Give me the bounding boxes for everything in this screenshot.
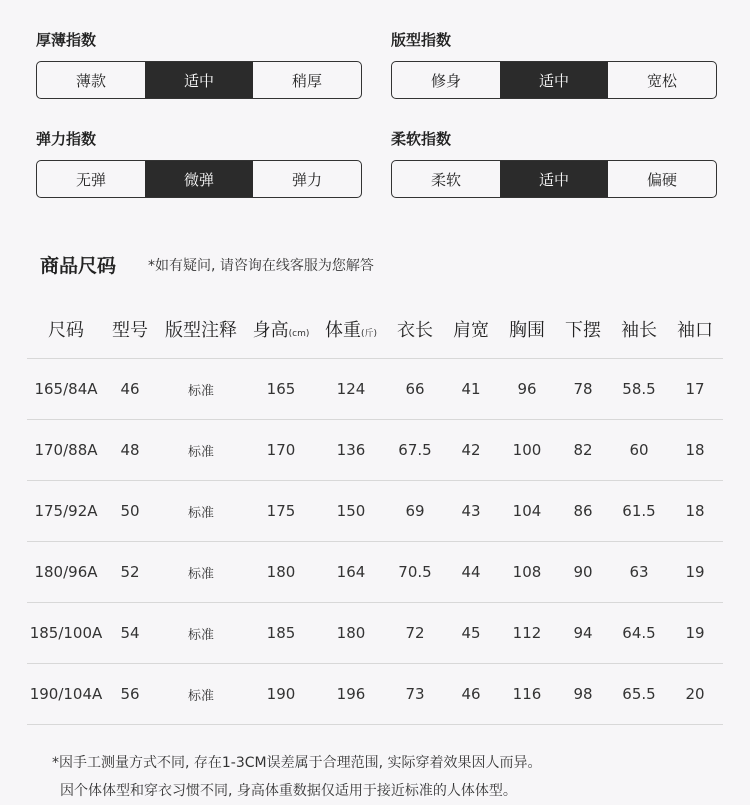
cell-shoulder: 45 [461, 624, 481, 642]
fit-option-loose[interactable]: 宽松 [646, 71, 677, 90]
cell-hem: 82 [573, 441, 593, 459]
cell-length: 67.5 [398, 441, 432, 459]
cell-model: 48 [120, 441, 140, 459]
header-weight-unit: (斤) [360, 329, 378, 339]
cell-chest: 100 [512, 441, 542, 459]
header-size: 尺码 [48, 320, 84, 341]
cell-chest: 108 [512, 563, 542, 581]
cell-chest: 96 [517, 380, 537, 398]
cell-hem: 94 [573, 624, 593, 642]
cell-fit-note: 标准 [187, 505, 214, 521]
header-length: 衣长 [397, 320, 433, 341]
thickness-index-selector [36, 61, 362, 99]
header-chest: 胸围 [509, 320, 545, 341]
cell-hem: 98 [573, 685, 593, 703]
cell-cuff: 18 [685, 441, 705, 459]
cell-fit-note: 标准 [187, 688, 214, 704]
cell-chest: 104 [512, 502, 542, 520]
cell-hem: 86 [573, 502, 593, 520]
cell-fit-note: 标准 [187, 383, 214, 399]
cell-fit-note: 标准 [187, 566, 214, 582]
cell-sleeve-length: 65.5 [622, 685, 656, 703]
cell-model: 56 [120, 685, 140, 703]
size-section-title: 商品尺码 [40, 255, 117, 277]
cell-height: 185 [266, 624, 296, 642]
table-row [27, 664, 723, 725]
cell-shoulder: 46 [461, 685, 481, 703]
header-shoulder: 肩宽 [453, 320, 489, 341]
table-row [27, 542, 723, 603]
cell-sleeve-length: 60 [629, 441, 649, 459]
thickness-option-medium[interactable]: 适中 [145, 62, 253, 98]
header-height: 身高(cm) [252, 320, 310, 341]
cell-cuff: 19 [685, 563, 705, 581]
softness-option-medium[interactable]: 适中 [500, 161, 608, 197]
header-fit-note: 版型注释 [165, 320, 237, 341]
cell-model: 50 [120, 502, 140, 520]
cell-length: 70.5 [398, 563, 432, 581]
cell-length: 66 [405, 380, 425, 398]
cell-length: 73 [405, 685, 425, 703]
cell-chest: 116 [512, 685, 542, 703]
cell-chest: 112 [512, 624, 542, 642]
cell-size: 170/88A [34, 441, 98, 459]
footnote-line-2: 因个体体型和穿衣习惯不同, 身高体重数据仅适用于接近标准的人体体型。 [60, 783, 517, 799]
size-table [27, 300, 723, 725]
elasticity-index [36, 129, 362, 198]
header-model: 型号 [112, 320, 148, 341]
elasticity-index-title: 弹力指数 [36, 130, 97, 148]
cell-height: 175 [266, 502, 296, 520]
cell-fit-note: 标准 [187, 627, 214, 643]
footnote-line-1: *因手工测量方式不同, 存在1-3CM误差属于合理范围, 实际穿着效果因人而异。 [52, 755, 542, 771]
cell-size: 185/100A [29, 624, 103, 642]
cell-height: 190 [266, 685, 296, 703]
table-row [27, 603, 723, 664]
header-sleeve-length: 袖长 [621, 320, 657, 341]
cell-height: 170 [266, 441, 296, 459]
cell-model: 52 [120, 563, 140, 581]
thickness-option-thin[interactable]: 薄款 [75, 71, 106, 90]
size-table-header [27, 300, 723, 359]
table-row [27, 481, 723, 542]
cell-weight: 124 [336, 380, 366, 398]
cell-height: 165 [266, 380, 296, 398]
size-section-note: *如有疑问, 请咨询在线客服为您解答 [148, 257, 374, 274]
size-section-header [40, 251, 374, 278]
cell-weight: 136 [336, 441, 366, 459]
cell-shoulder: 44 [461, 563, 481, 581]
header-hem: 下摆 [565, 320, 601, 341]
cell-model: 54 [120, 624, 140, 642]
table-row [27, 359, 723, 420]
thickness-option-thick[interactable]: 稍厚 [291, 71, 322, 90]
cell-size: 190/104A [29, 685, 103, 703]
cell-cuff: 17 [685, 380, 705, 398]
cell-shoulder: 43 [461, 502, 481, 520]
cell-size: 180/96A [34, 563, 98, 581]
fit-option-slim[interactable]: 修身 [430, 71, 461, 90]
elasticity-index-selector [36, 160, 362, 198]
fit-index-title: 版型指数 [391, 31, 452, 49]
header-height-unit: (cm) [288, 329, 310, 339]
cell-sleeve-length: 58.5 [622, 380, 656, 398]
cell-sleeve-length: 61.5 [622, 502, 656, 520]
cell-height: 180 [266, 563, 296, 581]
cell-length: 69 [405, 502, 425, 520]
cell-hem: 90 [573, 563, 593, 581]
cell-sleeve-length: 63 [629, 563, 649, 581]
cell-hem: 78 [573, 380, 593, 398]
header-weight: 体重(斤) [324, 320, 378, 341]
table-row [27, 420, 723, 481]
header-cuff: 袖口 [677, 320, 713, 341]
cell-cuff: 20 [685, 685, 705, 703]
fit-index-selector [391, 61, 717, 99]
softness-option-firm[interactable]: 偏硬 [646, 170, 677, 189]
cell-size: 175/92A [34, 502, 98, 520]
cell-cuff: 19 [685, 624, 705, 642]
measurement-footnote [52, 749, 542, 805]
softness-index [391, 129, 717, 198]
cell-weight: 196 [336, 685, 366, 703]
softness-index-title: 柔软指数 [391, 130, 452, 148]
thickness-index [36, 30, 362, 99]
cell-model: 46 [120, 380, 140, 398]
thickness-index-title: 厚薄指数 [36, 31, 97, 49]
cell-sleeve-length: 64.5 [622, 624, 656, 642]
cell-shoulder: 42 [461, 441, 481, 459]
cell-weight: 164 [336, 563, 366, 581]
cell-weight: 180 [336, 624, 366, 642]
softness-index-selector [391, 160, 717, 198]
cell-size: 165/84A [34, 380, 98, 398]
elasticity-option-slight[interactable]: 微弹 [145, 161, 253, 197]
elasticity-option-none[interactable]: 无弹 [75, 170, 106, 189]
cell-shoulder: 41 [461, 380, 481, 398]
elasticity-option-stretch[interactable]: 弹力 [291, 170, 322, 189]
softness-option-soft[interactable]: 柔软 [430, 170, 461, 189]
cell-weight: 150 [336, 502, 366, 520]
fit-option-regular[interactable]: 适中 [500, 62, 608, 98]
cell-cuff: 18 [685, 502, 705, 520]
cell-length: 72 [405, 624, 425, 642]
cell-fit-note: 标准 [187, 444, 214, 460]
fit-index [391, 30, 717, 99]
